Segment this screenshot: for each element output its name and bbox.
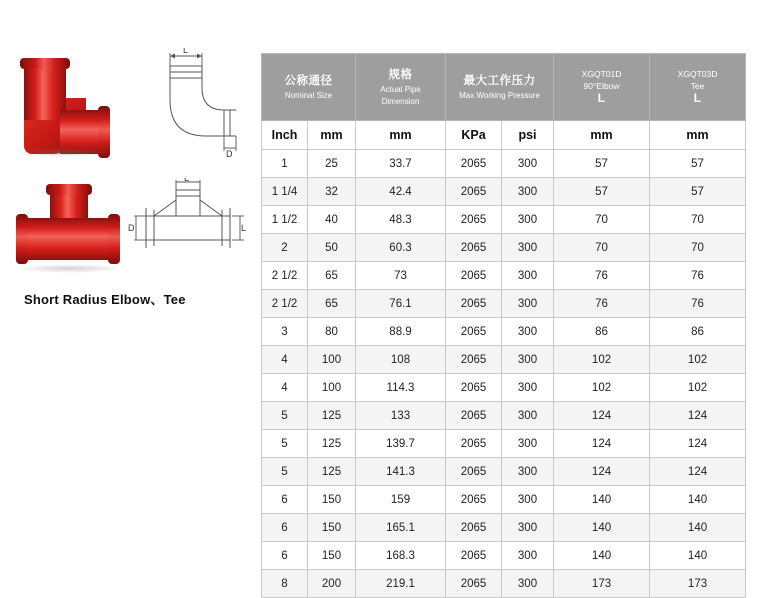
table-cell: 300 [502,458,554,486]
table-cell: 124 [650,430,746,458]
table-cell: 65 [308,262,356,290]
table-cell: 88.9 [356,318,446,346]
table-group-header-row [262,54,746,121]
table-cell: 140 [650,542,746,570]
specification-table-body [262,150,746,598]
table-cell: 150 [308,514,356,542]
header-max-working-pressure: 最大工作压力 Max.Working Pressure [446,54,554,121]
table-cell: 2065 [446,206,502,234]
table-cell: 2065 [446,234,502,262]
table-cell: 124 [554,430,650,458]
table-cell: 300 [502,262,554,290]
table-cell: 5 [262,458,308,486]
specification-table-wrapper [261,53,745,598]
table-cell: 300 [502,234,554,262]
table-cell: 70 [554,234,650,262]
table-cell: 57 [554,150,650,178]
table-cell: 1 1/4 [262,178,308,206]
table-cell: 150 [308,542,356,570]
table-row [262,178,746,206]
header-actual-pipe-dimension: 规格 Actual Pipe Dimension [356,54,446,121]
header-elbow-code: XGQT01D 90°Elbow L [554,54,650,121]
table-cell: 165.1 [356,514,446,542]
tee-product-photo [12,180,128,275]
table-cell: 86 [554,318,650,346]
elbow-product-photo [12,52,122,162]
table-cell: 102 [554,374,650,402]
table-cell: 125 [308,430,356,458]
unit-kpa: KPa [446,121,502,150]
table-cell: 108 [356,346,446,374]
table-cell: 42.4 [356,178,446,206]
table-cell: 200 [308,570,356,598]
table-row [262,402,746,430]
table-cell: 25 [308,150,356,178]
elbow-technical-drawing [140,48,245,163]
table-cell: 5 [262,430,308,458]
tee-shadow [14,264,124,273]
table-cell: 6 [262,542,308,570]
table-cell: 140 [554,486,650,514]
table-row [262,430,746,458]
table-cell: 300 [502,570,554,598]
table-cell: 300 [502,206,554,234]
svg-text:D: D [128,223,135,233]
tee-top-groove [46,184,92,195]
unit-mm-actual: mm [356,121,446,150]
table-cell: 2 [262,234,308,262]
table-cell: 300 [502,486,554,514]
tee-shape [16,184,120,268]
table-cell: 2065 [446,542,502,570]
table-cell: 300 [502,514,554,542]
table-cell: 2065 [446,318,502,346]
table-cell: 140 [554,514,650,542]
table-cell: 102 [554,346,650,374]
table-cell: 2065 [446,430,502,458]
table-cell: 1 1/2 [262,206,308,234]
table-cell: 139.7 [356,430,446,458]
table-cell: 40 [308,206,356,234]
tee-run [16,218,120,260]
table-cell: 76 [554,290,650,318]
table-cell: 6 [262,514,308,542]
table-cell: 300 [502,150,554,178]
table-cell: 140 [554,542,650,570]
product-caption: Short Radius Elbow、Tee [24,292,186,307]
svg-text:D: D [226,149,233,158]
table-cell: 300 [502,542,554,570]
table-cell: 100 [308,346,356,374]
table-cell: 1 [262,150,308,178]
header-nominal-size: 公称通径 Nominal Size [262,54,356,121]
table-cell: 33.7 [356,150,446,178]
table-cell: 76.1 [356,290,446,318]
table-cell: 8 [262,570,308,598]
elbow-shadow [18,148,110,157]
table-row [262,318,746,346]
table-cell: 300 [502,346,554,374]
table-cell: 2065 [446,290,502,318]
table-cell: 73 [356,262,446,290]
table-row [262,458,746,486]
table-cell: 2065 [446,346,502,374]
table-cell: 2 1/2 [262,262,308,290]
svg-text:L: L [241,223,247,233]
table-row [262,346,746,374]
table-cell: 70 [650,206,746,234]
table-cell: 4 [262,374,308,402]
svg-text:L: L [184,178,190,183]
table-row [262,234,746,262]
table-cell: 57 [650,150,746,178]
unit-mm-nominal: mm [308,121,356,150]
table-row [262,486,746,514]
tee-left-groove [16,214,28,264]
table-cell: 124 [650,458,746,486]
table-cell: 4 [262,346,308,374]
table-cell: 140 [650,514,746,542]
table-cell: 125 [308,402,356,430]
table-cell: 150 [308,486,356,514]
table-cell: 173 [650,570,746,598]
table-cell: 300 [502,178,554,206]
table-cell: 300 [502,430,554,458]
table-cell: 3 [262,318,308,346]
table-cell: 6 [262,486,308,514]
table-cell: 124 [554,458,650,486]
illustration-panel [0,0,258,548]
table-cell: 300 [502,402,554,430]
table-cell: 124 [650,402,746,430]
tee-technical-drawing [128,178,248,278]
table-cell: 2065 [446,514,502,542]
elbow-top-groove [20,58,70,69]
table-cell: 70 [650,234,746,262]
table-cell: 70 [554,206,650,234]
table-unit-header-row [262,121,746,150]
table-cell: 2065 [446,262,502,290]
tee-right-groove [108,214,120,264]
table-cell: 2065 [446,486,502,514]
table-cell: 100 [308,374,356,402]
table-row [262,542,746,570]
table-cell: 140 [650,486,746,514]
specification-table [261,53,746,598]
table-cell: 2065 [446,178,502,206]
table-row [262,514,746,542]
table-cell: 2065 [446,150,502,178]
table-cell: 57 [554,178,650,206]
table-cell: 114.3 [356,374,446,402]
table-cell: 32 [308,178,356,206]
table-row [262,150,746,178]
table-cell: 102 [650,374,746,402]
elbow-shape [20,58,106,154]
table-cell: 76 [650,262,746,290]
svg-text:L: L [183,48,189,55]
table-cell: 2065 [446,458,502,486]
table-row [262,570,746,598]
table-cell: 2 1/2 [262,290,308,318]
table-cell: 300 [502,318,554,346]
table-cell: 159 [356,486,446,514]
table-cell: 300 [502,290,554,318]
table-cell: 48.3 [356,206,446,234]
table-row [262,290,746,318]
table-cell: 125 [308,458,356,486]
table-cell: 76 [650,290,746,318]
table-cell: 50 [308,234,356,262]
table-cell: 2065 [446,402,502,430]
table-cell: 141.3 [356,458,446,486]
table-cell: 80 [308,318,356,346]
table-cell: 102 [650,346,746,374]
table-cell: 168.3 [356,542,446,570]
table-cell: 133 [356,402,446,430]
table-row [262,374,746,402]
table-cell: 57 [650,178,746,206]
table-cell: 219.1 [356,570,446,598]
table-row [262,206,746,234]
header-tee-code: XGQT03D Tee L [650,54,746,121]
unit-mm-elbow: mm [554,121,650,150]
table-cell: 86 [650,318,746,346]
unit-psi: psi [502,121,554,150]
table-cell: 300 [502,374,554,402]
unit-inch: Inch [262,121,308,150]
table-cell: 65 [308,290,356,318]
unit-mm-tee: mm [650,121,746,150]
table-row [262,262,746,290]
table-cell: 76 [554,262,650,290]
table-cell: 2065 [446,570,502,598]
table-cell: 60.3 [356,234,446,262]
table-cell: 5 [262,402,308,430]
table-cell: 124 [554,402,650,430]
table-cell: 173 [554,570,650,598]
table-cell: 2065 [446,374,502,402]
